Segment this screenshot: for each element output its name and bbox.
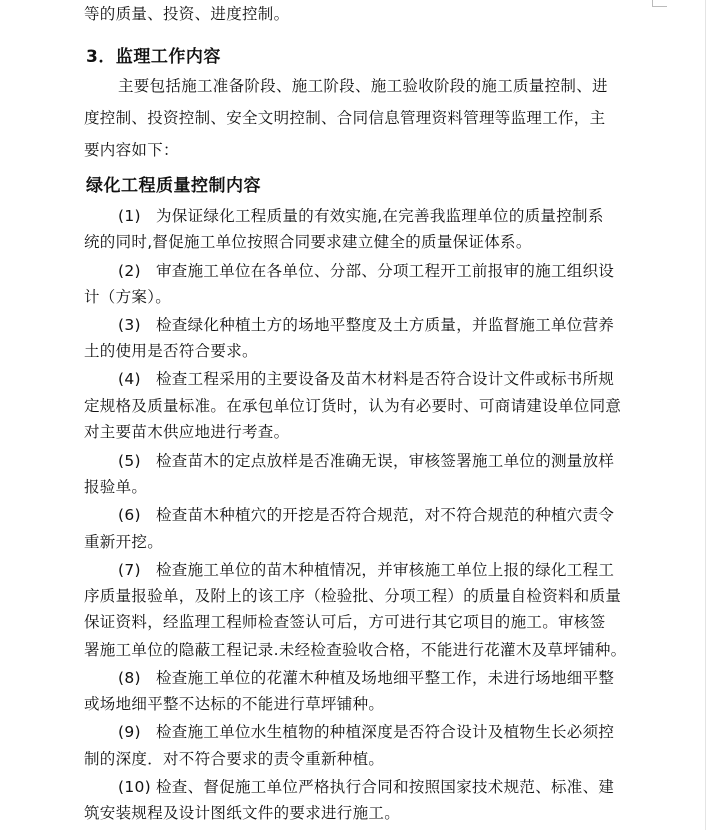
- list-item-line: 保证资料，经监理工程师检查签认可后，方可进行其它项目的施工。审核签: [84, 613, 606, 631]
- list-item-line: [118, 777, 614, 797]
- page-corner-mark: [652, 0, 667, 7]
- list-item-line: 署施工单位的隐蔽工程记录.未经检查验收合格，不能进行花灌木及草坪铺种。: [84, 641, 627, 659]
- list-item-text: 检查苗木的定点放样是否准确无误，审核签署施工单位的测量放样: [156, 452, 615, 470]
- list-item-number: (7): [118, 561, 141, 579]
- list-item-line: 或场地细平整不达标的不能进行草坪铺种。: [84, 695, 385, 713]
- list-item-line: [118, 668, 614, 688]
- continued-text-line: 等的质量、投资、进度控制。: [84, 5, 290, 23]
- intro-line-2: 度控制、投资控制、安全文明控制、合同信息管理资料管理等监理工作，主: [84, 109, 606, 127]
- list-item-text: 检查苗木种植穴的开挖是否符合规范，对不符合规范的种植穴责令: [156, 506, 615, 524]
- subsection-heading: 绿化工程质量控制内容: [86, 176, 261, 196]
- list-item-line: 土的使用是否符合要求。: [84, 342, 258, 360]
- list-item-text: 检查施工单位水生植物的种植深度是否符合设计及植物生长必须控: [156, 723, 615, 741]
- list-item-line: [118, 505, 614, 525]
- list-item-number: (4): [118, 370, 141, 388]
- list-item-number: (5): [118, 452, 141, 470]
- list-item-number: (3): [118, 316, 141, 334]
- list-item-line: [118, 369, 614, 389]
- list-item-line: [118, 722, 614, 742]
- list-item-line: 统的同时,督促施工单位按照合同要求建立健全的质量保证体系。: [84, 233, 532, 251]
- list-item-line: 制的深度．对不符合要求的责令重新种植。: [84, 750, 385, 768]
- list-item-line: 筑安装规程及设计图纸文件的要求进行施工。: [84, 804, 401, 822]
- list-item-line: 计（方案）。: [84, 288, 172, 306]
- intro-line-1: 主要包括施工准备阶段、施工阶段、施工验收阶段的施工质量控制、进: [118, 77, 608, 95]
- list-item-number: (2): [118, 262, 141, 280]
- list-item-text: 检查施工单位的苗木种植情况，并审核施工单位上报的绿化工程工: [156, 561, 615, 579]
- list-item-line: [118, 451, 614, 471]
- list-item-text: 检查施工单位的花灌木种植及场地细平整工作，未进行场地细平整: [156, 669, 615, 687]
- list-item-text: 检查绿化种植土方的场地平整度及土方质量，并监督施工单位营养: [156, 316, 615, 334]
- list-item-line: 序质量报验单，及附上的该工序（检验批、分项工程）的质量自检资料和质量: [84, 587, 622, 605]
- list-item-line: 重新开挖。: [84, 533, 164, 551]
- list-item-line: [118, 261, 614, 281]
- list-item-number: (1): [118, 207, 141, 225]
- list-item-line: [118, 315, 614, 335]
- list-item-line: 对主要苗木供应地进行考查。: [84, 423, 290, 441]
- section-heading: 3．监理工作内容: [86, 47, 221, 67]
- list-item-line: [118, 206, 604, 226]
- list-item-line: 报验单。: [84, 478, 148, 496]
- intro-line-3: 要内容如下：: [84, 141, 179, 159]
- list-item-text: 审查施工单位在各单位、分部、分项工程开工前报审的施工组织设: [156, 262, 615, 280]
- list-item-text: 检查工程采用的主要设备及苗木材料是否符合设计文件或标书所规: [156, 370, 615, 388]
- list-item-line: 定规格及质量标准。在承包单位订货时，认为有必要时、可商请建设单位同意: [84, 397, 622, 415]
- list-item-text: 检查、督促施工单位严格执行合同和按照国家技术规范、标准、建: [156, 778, 615, 796]
- list-item-number: (10): [118, 778, 152, 796]
- list-item-number: (8): [118, 669, 141, 687]
- list-item-line: [118, 560, 614, 580]
- list-item-number: (9): [118, 723, 141, 741]
- list-item-number: (6): [118, 506, 141, 524]
- page-right-edge: [705, 0, 706, 830]
- list-item-text: 为保证绿化工程质量的有效实施,在完善我监理单位的质量控制系: [156, 207, 604, 225]
